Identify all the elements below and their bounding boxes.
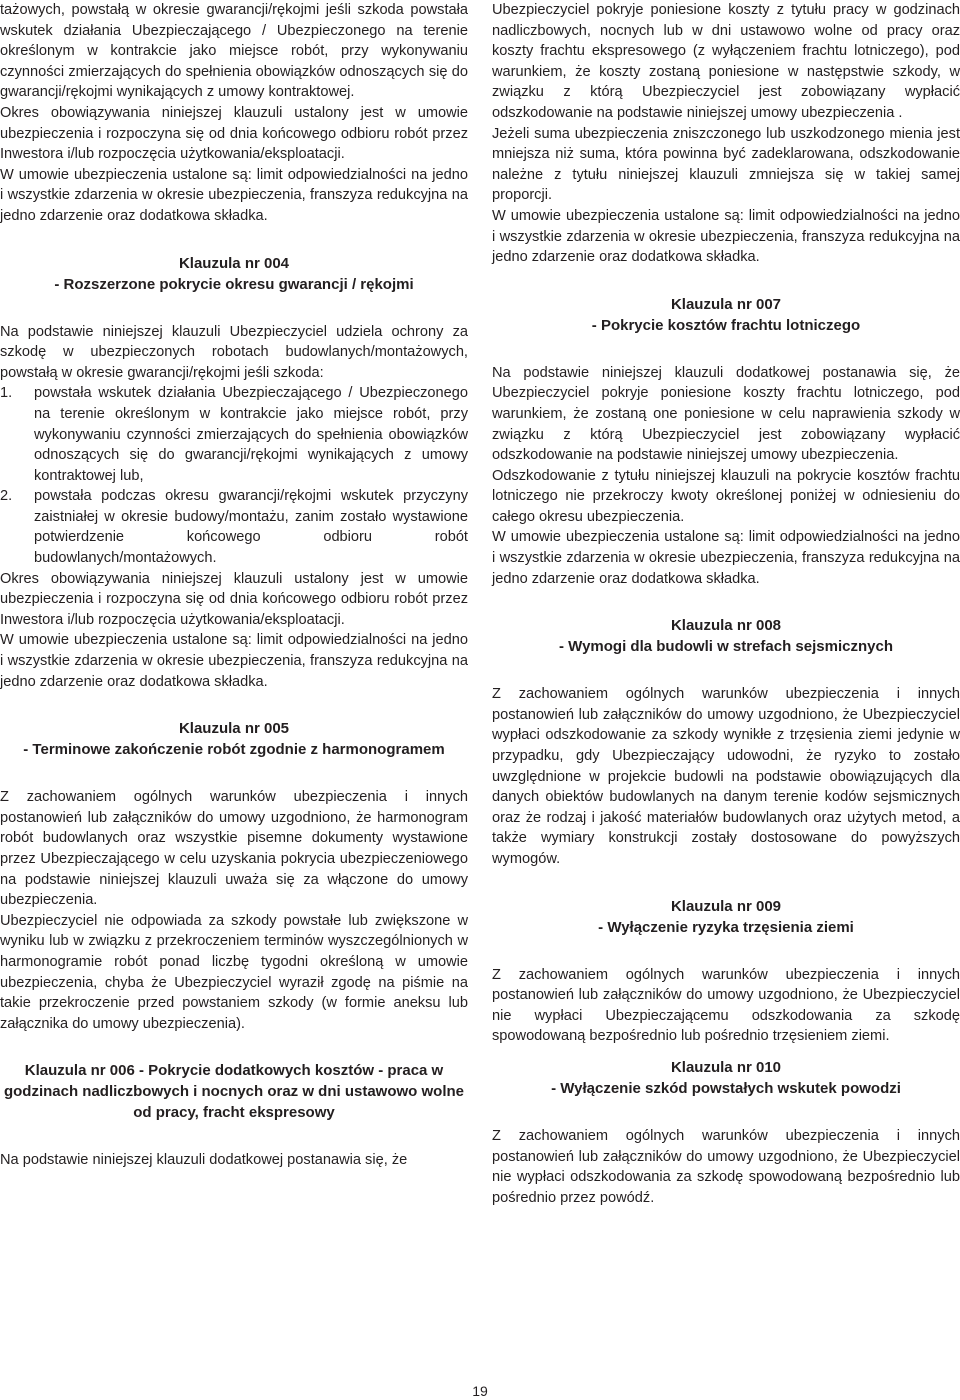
clause-title: Klauzula nr 007 bbox=[670, 295, 782, 313]
paragraph: W umowie ubezpieczenia ustalone są: limit odpowiedzialności na jedno i wszystkie zdarzenia w okresie ubezpieczenia, franszyza redukcyjna na jedno zdarzenie oraz dodatkowa składka. bbox=[492, 529, 960, 587]
left-column bbox=[0, 0, 468, 1171]
paragraph: Ubezpieczyciel pokryje poniesione koszty z tytułu pracy w godzinach nadliczbowych, nocnych lub w dni ustawowo wolne od pracy oraz koszty frachtu ekspresowego (z wyłączeniem frachtu lotniczego), pod warunkiem, że koszty zostaną poniesione w następstwie szkody, w związku z którą Ubezpieczyciel jest zobowiązany wypłacić odszkodowanie na podstawie niniejszej umowy ubezpieczenia . bbox=[492, 2, 960, 121]
paragraph: Ubezpieczyciel nie odpowiada za szkody powstałe lub zwiększone w wyniku lub w związku z przekroczeniem terminów wyszczególnionych w harmonogramie robót ponad liczbę tygodni określoną w umowie ubezpieczenia, chyba że Ubezpieczyciel wyraził zgodę na piśmie na takie przekroczenie przed powstaniem szkody (w formie aneksu lub załącznika do umowy ubezpieczenia). bbox=[0, 912, 468, 1032]
clause-title: Klauzula nr 009 bbox=[670, 897, 782, 915]
clause-subtitle: - Wymogi dla budowli w strefach sejsmicznych bbox=[559, 638, 893, 656]
clause-008 bbox=[492, 615, 960, 869]
list-item-number: 2. bbox=[0, 488, 13, 505]
paragraph: W umowie ubezpieczenia ustalone są: limit odpowiedzialności na jedno i wszystkie zdarzenia w okresie ubezpieczenia, franszyza redukcyjna na jedno zdarzenie oraz dodatkowa składka. bbox=[0, 166, 468, 224]
clause-title: Klauzula nr 010 bbox=[670, 1058, 782, 1076]
clause-subtitle: - Wyłączenie ryzyka trzęsienia ziemi bbox=[598, 918, 854, 936]
paragraph: Na podstawie niniejszej klauzuli Ubezpieczyciel udziela ochrony za szkodę w ubezpieczonych robotach budowlanych/montażowych, powstałą w okresie gwarancji/rękojmi jeśli szkoda: bbox=[0, 323, 468, 381]
clause-subtitle: - Pokrycie kosztów frachtu lotniczego bbox=[591, 316, 861, 334]
list-item-text: powstała podczas okresu gwarancji/rękojmi wskutek przyczyny zaistniałej w okresie budowy/montażu, zanim zostało wystawione potwierdzenie końcowego odbioru robót budowlanych/montażowych. bbox=[34, 488, 468, 567]
paragraph: Z zachowaniem ogólnych warunków ubezpieczenia i innych postanowień lub załączników do umowy uzgodniono, że harmonogram robót budowlanych oraz wszystkie pisemne dokumenty wystawione przez Ubezpieczającego w celu uzyskania pokrycia ubezpieczeniowego na podstawie niniejszej klauzuli uważa się za włączone do umowy ubezpieczenia. bbox=[0, 789, 468, 909]
paragraph: Na podstawie niniejszej klauzuli dodatkowej postanawia się, że Ubezpieczyciel pokryje poniesione koszty frachtu lotniczego, pod warunkiem, że zostaną one poniesione w celu naprawienia szkody w związku z którą Ubezpieczyciel jest zobowiązany wypłacić odszkodowanie na podstawie niniejszej umowy ubezpieczenia. bbox=[492, 364, 960, 464]
clause-title: Klauzula nr 008 bbox=[670, 617, 782, 635]
paragraph: W umowie ubezpieczenia ustalone są: limit odpowiedzialności na jedno i wszystkie zdarzenia w okresie ubezpieczenia, franszyza redukcyjna na jedno zdarzenie oraz dodatkowa składka. bbox=[492, 207, 960, 266]
clause-title: Klauzula nr 005 bbox=[178, 720, 290, 738]
clause-006 bbox=[0, 1060, 468, 1171]
clause-009 bbox=[492, 896, 960, 1047]
paragraph: Z zachowaniem ogólnych warunków ubezpieczenia i innych postanowień lub załączników do umowy uzgodniono, że Ubezpieczyciel nie wypłaci odszkodowania za szkodę spowodowaną bezpośrednio lub pośrednio przez powódź. bbox=[492, 1127, 960, 1206]
paragraph: W umowie ubezpieczenia ustalone są: limit odpowiedzialności na jedno i wszystkie zdarzenia w okresie ubezpieczenia, franszyza redukcyjna na jedno zdarzenie oraz dodatkowa składka. bbox=[0, 632, 468, 690]
list-item-text: powstała wskutek działania Ubezpieczającego / Ubezpieczonego na terenie określonym w kontrakcie jako miejsce robót, przy wykonywaniu czynności zmierzających do spełnienia obowiązków odnoszących się do gwarancji/rękojmi wynikających z umowy kontraktowej lub, bbox=[34, 385, 468, 484]
clause-title: Klauzula nr 004 bbox=[178, 254, 290, 272]
paragraph: Na podstawie niniejszej klauzuli dodatkowej postanawia się, że bbox=[0, 1152, 408, 1169]
list-item bbox=[0, 486, 468, 568]
clause-title: Klauzula nr 006 - Pokrycie dodatkowych kosztów - praca w godzinach nadliczbowych i nocnych oraz w dni ustawowo wolne od pracy, fracht ekspresowy bbox=[3, 1062, 465, 1122]
clause-007 bbox=[492, 294, 960, 590]
paragraph: Odszkodowanie z tytułu niniejszej klauzuli na pokrycie kosztów frachtu lotniczego nie przekroczy kwoty określonej poniżej w odniesieniu do całego okresu ubezpieczenia. bbox=[492, 467, 960, 525]
clause-subtitle: - Wyłączenie szkód powstałych wskutek powodzi bbox=[551, 1079, 901, 1097]
clause-005 bbox=[0, 718, 468, 1034]
clause-subtitle: - Rozszerzone pokrycie okresu gwarancji / rękojmi bbox=[54, 275, 414, 293]
paragraph: Jeżeli suma ubezpieczenia zniszczonego lub uszkodzonego mienia jest mniejsza niż suma, która powinna być zadeklarowana, odszkodowanie należne z tytułu niniejszej klauzuli zmniejsza się w takiej samej proporcji. bbox=[492, 125, 960, 204]
paragraph: Okres obowiązywania niniejszej klauzuli ustalony jest w umowie ubezpieczenia i rozpoczyna się od dnia końcowego odbioru robót przez Inwestora i/lub rozpoczęcia użytkowania/eksploatacji. bbox=[0, 570, 468, 628]
paragraph: tażowych, powstałą w okresie gwarancji/rękojmi jeśli szkoda powstała wskutek działania Ubezpieczającego / Ubezpieczonego na terenie określonym w kontrakcie jako miejsce robót, przy wykonywaniu czynności zmierzających do spełnienia obowiązków odnoszących się do gwarancji/rękojmi wynikających z umowy kontraktowej. bbox=[0, 2, 468, 101]
paragraph: Z zachowaniem ogólnych warunków ubezpieczenia i innych postanowień lub załączników do umowy uzgodniono, że Ubezpieczyciel nie wypłaci Ubezpieczającemu odszkodowania za szkodę spowodowaną bezpośrednio lub pośrednio trzęsieniem ziemi. bbox=[492, 966, 960, 1045]
clause-010 bbox=[492, 1057, 960, 1208]
numbered-list bbox=[0, 383, 468, 568]
clause-004 bbox=[0, 253, 468, 693]
page-number: 19 bbox=[472, 1383, 488, 1399]
list-item-number: 1. bbox=[0, 385, 13, 402]
paragraph: Z zachowaniem ogólnych warunków ubezpieczenia i innych postanowień lub załączników do umowy uzgodniono, że Ubezpieczyciel wypłaci odszkodowanie za szkody wynikłe z trzęsienia ziemi jedynie w przypadku, gdy Ubezpieczający udowodni, że ryzyko to zostało uwzględnione w projekcie budowli na podstawie obowiązujących dla danych obiektów budowlanych na danym terenie kodów sejsmicznych oraz że rodzaj i jakość materiałów budowlanych oraz użytych metod, a także wymiary konstrukcji zostały dostosowane do powyższych wymogów. bbox=[492, 686, 960, 867]
clause-subtitle: - Terminowe zakończenie robót zgodnie z harmonogramem bbox=[23, 741, 445, 759]
paragraph: Okres obowiązywania niniejszej klauzuli ustalony jest w umowie ubezpieczenia i rozpoczyna się od dnia końcowego odbioru robót przez Inwestora i/lub rozpoczęcia użytkowania/eksploatacji. bbox=[0, 104, 468, 163]
right-column bbox=[492, 0, 960, 1208]
list-item bbox=[0, 383, 468, 486]
